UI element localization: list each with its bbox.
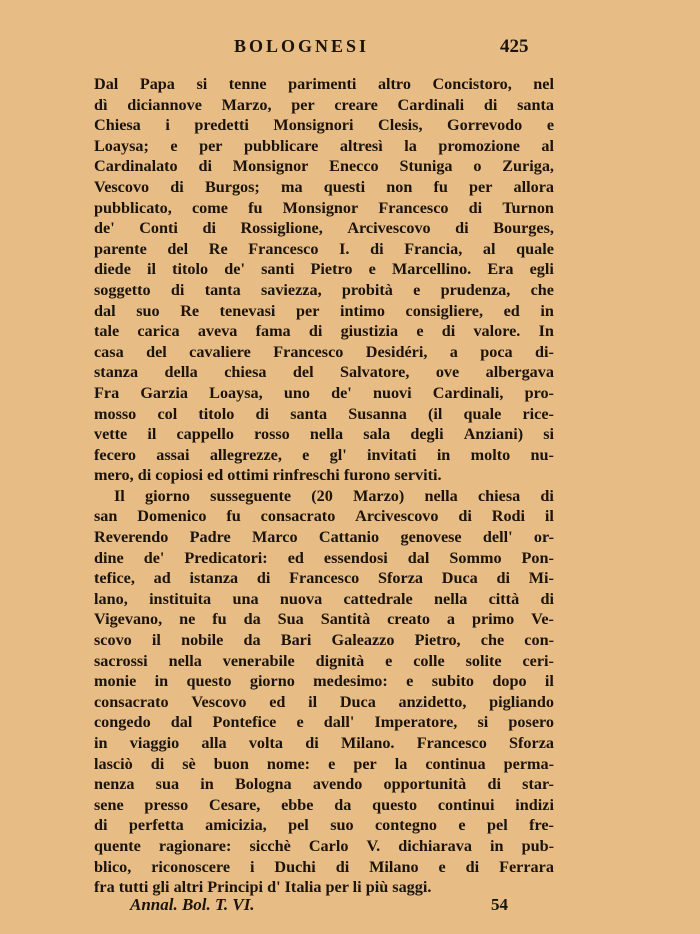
text-line: Chiesa i predetti Monsignori Clesis, Gorrevodo e [94, 116, 554, 135]
text-line: dì diciannove Marzo, per creare Cardinali di santa [94, 95, 554, 114]
text-line: Reverendo Padre Marco Cattanio genovese dell' or- [94, 528, 554, 547]
text-line: blico, riconoscere i Duchi di Milano e di Ferrara [94, 857, 554, 876]
text-line: fra tutti gli altri Principi d' Italia per li più saggi. [94, 878, 432, 897]
text-line: tale carica aveva fama di giustizia e di valore. In [94, 322, 554, 341]
text-line: nenza sua in Bologna avendo opportunità di star- [94, 775, 554, 794]
text-line: dal suo Re tenevasi per intimo consigliere, ed in [94, 301, 554, 320]
text-line: lano, instituita una nuova cattedrale nella città di [94, 589, 554, 608]
text-line: sacrossi nella venerabile dignità e colle solite ceri- [94, 651, 554, 670]
text-line: san Domenico fu consacrato Arcivescovo di Rodi il [94, 507, 554, 526]
text-line: sene presso Cesare, ebbe da questo continui indizi [94, 795, 554, 814]
text-line: lasciò di sè buon nome: e per la continua perma- [94, 754, 554, 773]
text-line: Cardinalato di Monsignor Enecco Stuniga o Zuriga, [94, 157, 554, 176]
text-line: soggetto di tanta saviezza, probità e prudenza, che [94, 280, 554, 299]
text-line: parente del Re Francesco I. di Francia, al quale [94, 239, 554, 258]
running-head [0, 36, 700, 60]
text-line: Dal Papa si tenne parimenti altro Concistoro, nel [94, 75, 554, 93]
text-line: scovo il nobile da Bari Galeazzo Pietro, che con- [94, 631, 554, 650]
text-line: Vescovo di Burgos; ma questi non fu per allora [94, 177, 554, 196]
gathering-mark: 54 [491, 895, 508, 914]
text-line: dine de' Predicatori: ed essendosi dal Sommo Pon- [94, 548, 554, 567]
running-title: BOLOGNESI [234, 36, 370, 56]
text-line: diede il titolo de' santi Pietro e Marcellino. Era egli [94, 260, 554, 279]
text-line: mosso col titolo di santa Susanna (il quale rice- [94, 404, 554, 423]
text-line: monie in questo giorno medesimo: e subito dopo il [94, 672, 554, 691]
page-number: 425 [500, 36, 529, 57]
text-line: congedo dal Pontefice e dall' Imperatore, si posero [94, 713, 554, 732]
printer-signature: Annal. Bol. T. VI. [130, 895, 255, 914]
page-footer [0, 895, 700, 919]
text-line: fecero assai allegrezze, e gl' invitati in molto nu- [94, 445, 554, 464]
text-line: in viaggio alla volta di Milano. Francesco Sforza [94, 734, 554, 752]
text-line: consacrato Vescovo ed il Duca anzidetto, pigliando [94, 692, 554, 711]
text-line: quente ragionare: sicchè Carlo V. dichiarava in pub- [94, 836, 554, 855]
text-line: Il giorno susseguente (20 Marzo) nella chiesa di [114, 486, 554, 505]
text-line: de' Conti di Rossiglione, Arcivescovo di Bourges, [94, 219, 554, 238]
text-line: stanza della chiesa del Salvatore, ove albergava [94, 363, 554, 382]
text-line: di perfetta amicizia, pel suo contegno e pel fre- [94, 816, 554, 835]
text-line: mero, di copiosi ed ottimi rinfreschi furono serviti. [94, 466, 442, 485]
text-line: casa del cavaliere Francesco Desidéri, a poca di- [94, 342, 554, 361]
paragraph [94, 74, 554, 486]
body-text [94, 74, 554, 898]
text-line: Vigevano, ne fu da Sua Santità creato a primo Ve- [94, 610, 554, 629]
text-line: pubblicato, come fu Monsignor Francesco di Turnon [94, 198, 554, 217]
text-line: Loaysa; e per pubblicare altresì la promozione al [94, 136, 554, 155]
text-line: Fra Garzia Loaysa, uno de' nuovi Cardinali, pro- [94, 383, 554, 402]
paragraph [94, 486, 554, 898]
text-line: vette il cappello rosso nella sala degli Anziani) si [94, 425, 554, 444]
text-line: tefice, ad istanza di Francesco Sforza Duca di Mi- [94, 569, 554, 588]
